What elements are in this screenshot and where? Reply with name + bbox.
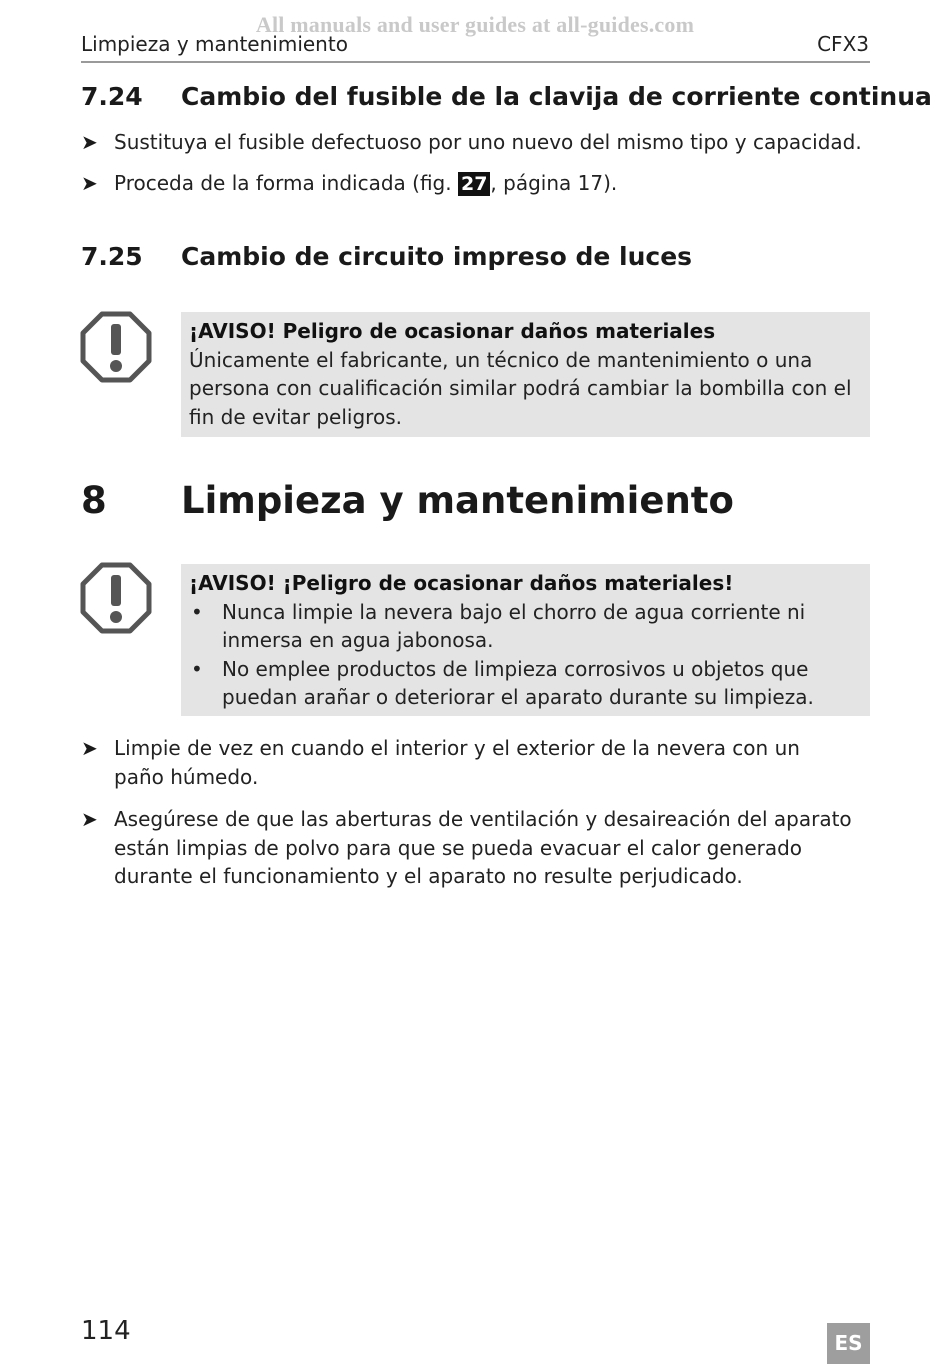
running-header-model: CFX3 <box>817 32 869 56</box>
arrowhead-icon: ➤ <box>81 130 98 154</box>
chapter-number: 8 <box>81 479 107 522</box>
section-number: 7.25 <box>81 242 143 271</box>
section-title: Cambio de circuito impreso de luces <box>181 242 693 271</box>
instruction-step <box>81 805 870 891</box>
notice-bullet-item <box>189 655 862 712</box>
page-number: 114 <box>81 1316 131 1346</box>
instruction-step <box>81 734 841 791</box>
instruction-step <box>81 128 870 157</box>
arrowhead-icon: ➤ <box>81 807 98 831</box>
notice-box <box>181 564 870 716</box>
notice-box <box>181 312 870 437</box>
running-header-section: Limpieza y mantenimiento <box>81 32 348 56</box>
watermark: All manuals and user guides at all-guides.com <box>255 12 695 37</box>
figure-reference: 27 <box>458 172 490 196</box>
arrowhead-icon: ➤ <box>81 736 98 760</box>
notice-bullet-item <box>189 598 862 655</box>
bullet-text: No emplee productos de limpieza corrosivos u objetos que puedan arañar o deteriorar el aparato durante su limpieza. <box>222 656 814 709</box>
section-number: 7.24 <box>81 82 143 111</box>
section-title: Cambio del fusible de la clavija de corriente continua <box>181 82 932 111</box>
notice-title: ¡AVISO! ¡Peligro de ocasionar daños materiales! <box>189 571 734 595</box>
notice-body: Únicamente el fabricante, un técnico de mantenimiento o una persona con cualificación similar podrá cambiar la bombilla con el fin de evitar peligros. <box>189 347 852 429</box>
language-badge: ES <box>827 1323 870 1364</box>
bullet-icon: • <box>191 656 203 681</box>
warning-octagon-icon <box>80 562 152 634</box>
bullet-text: Nunca limpie la nevera bajo el chorro de agua corriente ni inmersa en agua jabonosa. <box>222 599 806 652</box>
header-divider <box>81 61 870 63</box>
arrowhead-icon: ➤ <box>81 171 98 195</box>
chapter-title: Limpieza y mantenimiento <box>181 479 734 522</box>
step-text: Asegúrese de que las aberturas de ventilación y desaireación del aparato están limpias de polvo para que se pueda evacuar el calor generado durante el funcionamiento y el aparato no resulte perjudicado. <box>114 807 852 888</box>
step-text: Limpie de vez en cuando el interior y el exterior de la nevera con un paño húmedo. <box>114 736 800 789</box>
notice-title: ¡AVISO! Peligro de ocasionar daños materiales <box>189 319 716 343</box>
step-text-prefix: Proceda de la forma indicada (fig. <box>114 171 458 195</box>
bullet-icon: • <box>191 599 203 624</box>
step-text <box>114 169 617 198</box>
warning-octagon-icon <box>80 311 152 383</box>
notice-bullet-list <box>189 598 862 712</box>
step-text: Sustituya el fusible defectuoso por uno nuevo del mismo tipo y capacidad. <box>114 130 862 154</box>
instruction-step <box>81 169 870 198</box>
step-text-suffix: , página 17). <box>490 171 618 195</box>
